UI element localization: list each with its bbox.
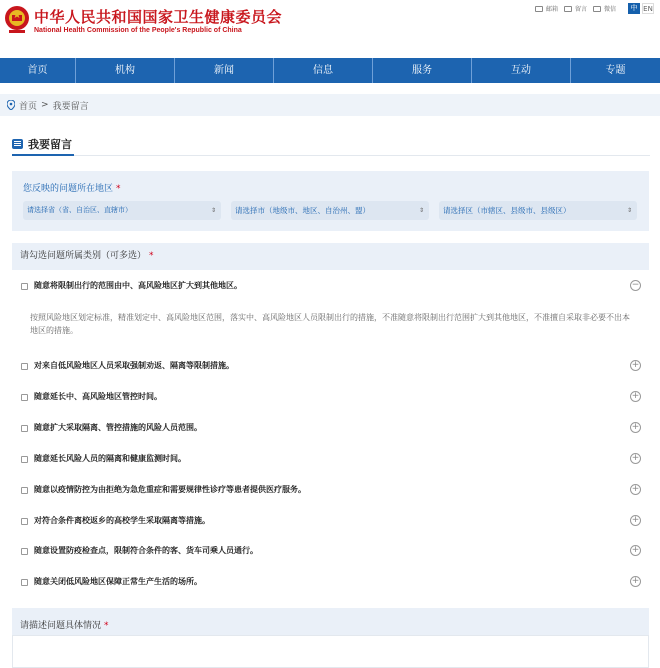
mail-link[interactable] — [535, 4, 558, 13]
nav-item-topics[interactable]: 专题 — [605, 65, 626, 76]
message-link-label: 留言 — [574, 6, 587, 13]
category-label[interactable]: 随意以疫情防控为由拒绝为急危重症和需要规律性诊疗等患者提供医疗服务。 — [34, 485, 306, 494]
location-pin-icon — [7, 100, 15, 110]
message-icon — [564, 6, 572, 12]
describe-textarea[interactable] — [12, 635, 649, 668]
category-checkbox[interactable] — [21, 579, 28, 586]
city-select[interactable] — [231, 201, 429, 220]
national-emblem-icon — [3, 5, 31, 35]
site-title: 中华人民共和国国家卫生健康委员会 — [34, 8, 283, 26]
expand-icon[interactable]: + — [631, 422, 640, 432]
describe-panel — [12, 608, 649, 668]
top-links — [535, 3, 654, 14]
site-header — [0, 0, 660, 58]
select-arrows-icon: ⇕ — [418, 207, 424, 214]
nav-item-news[interactable]: 新闻 — [175, 58, 274, 83]
collapse-icon[interactable]: − — [631, 280, 640, 290]
nav-item-information[interactable]: 信息 — [274, 58, 373, 83]
wechat-link[interactable] — [593, 4, 616, 13]
category-item — [12, 571, 649, 595]
section-heading — [12, 136, 72, 152]
breadcrumb — [0, 94, 660, 116]
category-checkbox[interactable] — [21, 487, 28, 494]
district-select-value: 请选择区（市辖区、县级市、县级区） — [443, 206, 571, 215]
expand-icon[interactable]: + — [631, 391, 640, 401]
select-arrows-icon: ⇕ — [626, 207, 632, 214]
nav-item-home[interactable]: 首页 — [0, 58, 76, 83]
category-checkbox[interactable] — [21, 394, 28, 401]
province-select-value: 请选择省（省、自治区、直辖市） — [27, 206, 132, 214]
expand-icon[interactable]: + — [631, 484, 640, 494]
category-item — [12, 540, 649, 564]
wechat-icon — [593, 6, 601, 12]
category-item — [12, 448, 649, 472]
section-divider — [12, 155, 650, 156]
category-label[interactable]: 对来自低风险地区人员采取强制劝返、隔离等限制措施。 — [34, 361, 234, 370]
mail-icon — [535, 6, 543, 12]
required-marker: * — [149, 251, 154, 261]
expand-icon[interactable]: + — [631, 545, 640, 555]
language-switcher — [628, 3, 654, 14]
site-subtitle: National Health Commission of the People's Republic of China — [34, 27, 242, 34]
category-item — [12, 275, 649, 299]
required-marker: * — [104, 621, 109, 631]
category-checkbox[interactable] — [21, 363, 28, 370]
region-label — [23, 181, 121, 194]
breadcrumb-separator: > — [41, 100, 49, 110]
category-label[interactable]: 随意扩大采取隔离、管控措施的风险人员范围。 — [34, 423, 202, 432]
category-header — [12, 243, 649, 270]
category-label[interactable]: 随意延长风险人员的隔离和健康监测时间。 — [34, 454, 186, 463]
category-item — [12, 510, 649, 534]
lang-chinese-button[interactable]: 中 — [628, 3, 640, 14]
category-checkbox[interactable] — [21, 425, 28, 432]
mail-link-label: 邮箱 — [545, 6, 558, 13]
lang-english-button[interactable]: EN — [643, 5, 653, 13]
category-header-text: 请勾选问题所属类别（可多选） — [20, 251, 147, 261]
message-board-icon — [12, 139, 23, 149]
expand-icon[interactable]: + — [631, 576, 640, 586]
category-checkbox[interactable] — [21, 518, 28, 525]
message-link[interactable] — [564, 4, 587, 13]
section-underline — [12, 154, 74, 156]
category-item — [12, 386, 649, 410]
category-label[interactable]: 随意将限制出行的范围由中、高风险地区扩大到其他地区。 — [34, 281, 242, 290]
category-label[interactable]: 随意关闭低风险地区保障正常生产生活的场所。 — [34, 577, 202, 586]
describe-label-text: 请描述问题具体情况 — [20, 621, 102, 631]
category-description: 按照风险地区划定标准，精准划定中、高风险地区范围，落实中、高风险地区人员限制出行的措施，不准随意将限制出行范围扩大到其他地区，不准擅自采取非必要不出本地区的措施。 — [30, 313, 630, 335]
category-checkbox[interactable] — [21, 456, 28, 463]
breadcrumb-home-link[interactable]: 首页 — [19, 101, 38, 112]
category-label[interactable]: 对符合条件离校返乡的高校学生采取隔离等措施。 — [34, 516, 210, 525]
main-nav — [0, 58, 660, 83]
city-select-value: 请选择市（地级市、地区、自治州、盟） — [235, 206, 370, 215]
expand-icon[interactable]: + — [631, 360, 640, 370]
category-checkbox[interactable] — [21, 548, 28, 555]
section-title: 我要留言 — [28, 138, 72, 151]
district-select[interactable] — [439, 201, 637, 220]
wechat-link-label: 微信 — [603, 6, 616, 13]
nav-item-organization[interactable]: 机构 — [76, 58, 175, 83]
category-item — [12, 417, 649, 441]
nav-item-interaction[interactable]: 互动 — [472, 58, 571, 83]
region-label-text: 您反映的问题所在地区 — [23, 184, 114, 194]
province-select[interactable] — [23, 201, 221, 220]
nav-item-services[interactable]: 服务 — [373, 58, 472, 83]
category-panel — [12, 243, 649, 598]
expand-icon[interactable]: + — [631, 453, 640, 463]
category-checkbox[interactable] — [21, 283, 28, 290]
category-label[interactable]: 随意延长中、高风险地区管控时间。 — [34, 392, 162, 401]
category-label[interactable]: 随意设置防疫检查点，限制符合条件的客、货车司乘人员通行。 — [34, 546, 258, 555]
required-marker: * — [116, 184, 121, 194]
category-item — [12, 355, 649, 379]
select-arrows-icon: ⇕ — [210, 207, 216, 214]
region-panel — [12, 171, 649, 231]
category-item — [12, 479, 649, 503]
expand-icon[interactable]: + — [631, 515, 640, 525]
breadcrumb-current: 我要留言 — [52, 101, 89, 112]
describe-label — [20, 618, 109, 631]
